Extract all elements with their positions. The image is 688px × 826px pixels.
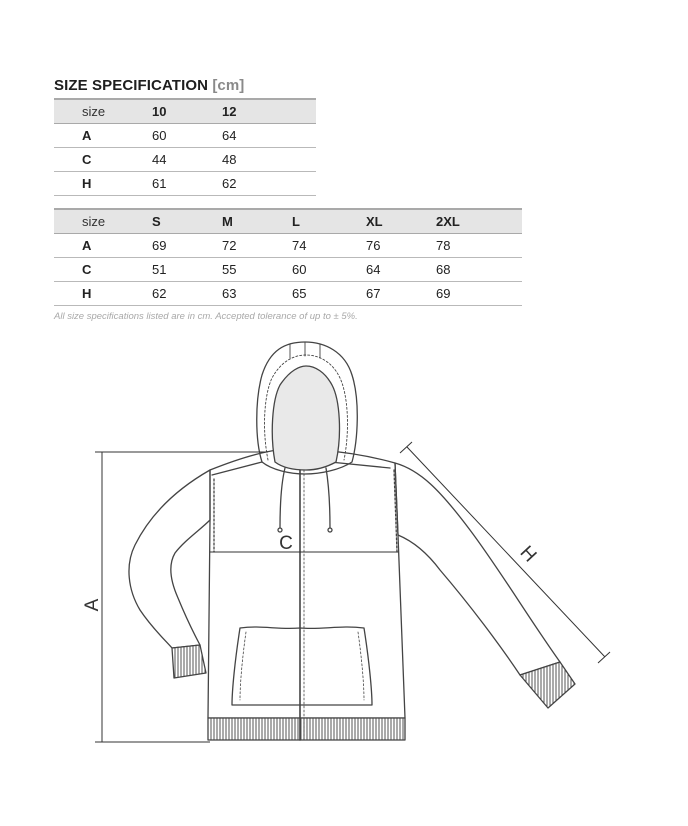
table-header-row bbox=[54, 209, 522, 234]
table-row bbox=[54, 148, 316, 172]
dim-label-a: A bbox=[82, 598, 103, 612]
table-cell: 67 bbox=[366, 282, 436, 306]
right-cuff bbox=[520, 662, 575, 708]
hoodie-body bbox=[208, 450, 405, 718]
row-label: H bbox=[54, 282, 152, 306]
header-cell: 2XL bbox=[436, 209, 522, 234]
table-cell: 62 bbox=[152, 282, 222, 306]
waistband bbox=[208, 718, 405, 740]
title-unit: [cm] bbox=[212, 77, 245, 94]
table-cell: 60 bbox=[292, 258, 366, 282]
row-label: C bbox=[54, 258, 152, 282]
table-cell: 65 bbox=[292, 282, 366, 306]
table-cell: 69 bbox=[152, 234, 222, 258]
table-row bbox=[54, 282, 522, 306]
size-spec-title bbox=[54, 77, 244, 94]
hoodie-diagram bbox=[0, 330, 688, 800]
table-header-row bbox=[54, 99, 316, 124]
header-cell: 12 bbox=[222, 99, 316, 124]
kangaroo-pocket bbox=[232, 627, 372, 705]
header-cell: XL bbox=[366, 209, 436, 234]
header-cell: L bbox=[292, 209, 366, 234]
table-row bbox=[54, 124, 316, 148]
right-sleeve bbox=[395, 463, 560, 675]
table-cell: 44 bbox=[152, 148, 222, 172]
table-cell: 72 bbox=[222, 234, 292, 258]
table-cell: 69 bbox=[436, 282, 522, 306]
hood-opening bbox=[272, 366, 339, 470]
header-cell: 10 bbox=[152, 99, 222, 124]
table-cell: 62 bbox=[222, 172, 316, 196]
table-row bbox=[54, 172, 316, 196]
table-cell: 48 bbox=[222, 148, 316, 172]
table-cell: 74 bbox=[292, 234, 366, 258]
table-cell: 61 bbox=[152, 172, 222, 196]
table-row bbox=[54, 258, 522, 282]
table-cell: 63 bbox=[222, 282, 292, 306]
left-sleeve bbox=[129, 470, 210, 648]
header-cell: S bbox=[152, 209, 222, 234]
table-cell: 68 bbox=[436, 258, 522, 282]
table-cell: 60 bbox=[152, 124, 222, 148]
table-cell: 78 bbox=[436, 234, 522, 258]
tolerance-note: All size specifications listed are in cm. Accepted tolerance of up to ± 5%. bbox=[54, 311, 358, 322]
table-cell: 51 bbox=[152, 258, 222, 282]
row-label: H bbox=[54, 172, 152, 196]
table-cell: 64 bbox=[366, 258, 436, 282]
table-cell: 76 bbox=[366, 234, 436, 258]
size-table-adult bbox=[54, 208, 522, 306]
row-label: A bbox=[54, 124, 152, 148]
table-row bbox=[54, 234, 522, 258]
dim-line-h bbox=[407, 447, 605, 657]
dim-label-c: C bbox=[279, 533, 293, 554]
drawstring-left bbox=[280, 468, 285, 528]
left-cuff bbox=[172, 645, 206, 678]
size-table-kids bbox=[54, 98, 316, 196]
header-cell: size bbox=[54, 209, 152, 234]
table-cell: 55 bbox=[222, 258, 292, 282]
drawstring-right bbox=[326, 468, 330, 528]
title-text: SIZE SPECIFICATION bbox=[54, 77, 209, 94]
row-label: C bbox=[54, 148, 152, 172]
header-cell: size bbox=[54, 99, 152, 124]
row-label: A bbox=[54, 234, 152, 258]
dim-label-h: H bbox=[515, 542, 541, 567]
header-cell: M bbox=[222, 209, 292, 234]
table-cell: 64 bbox=[222, 124, 316, 148]
